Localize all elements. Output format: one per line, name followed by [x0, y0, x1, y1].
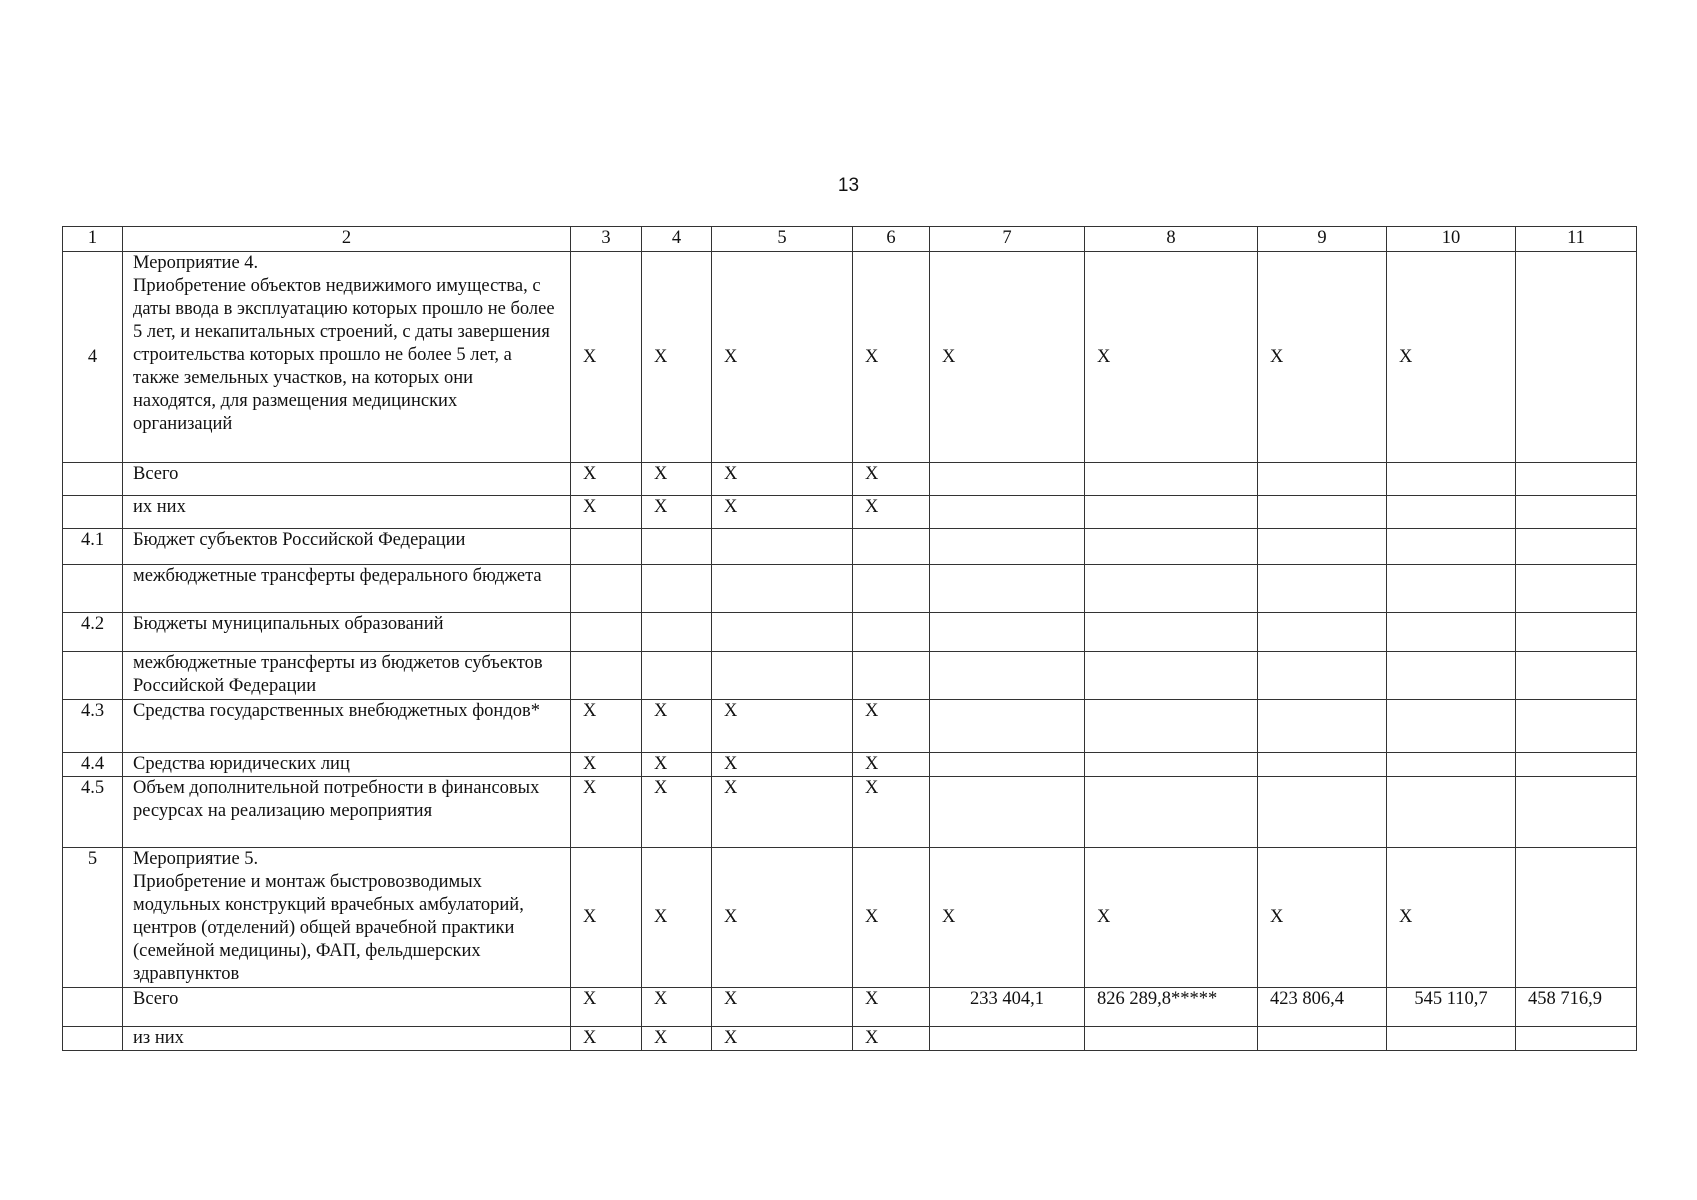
row-number — [63, 988, 123, 1027]
table-cell — [930, 777, 1085, 848]
table-cell: X — [853, 777, 930, 848]
table-cell: X — [712, 988, 853, 1027]
table-cell — [1387, 652, 1516, 700]
header-cell: 3 — [571, 227, 642, 252]
table-cell: X — [642, 988, 712, 1027]
table-cell: X — [853, 463, 930, 496]
table-cell — [1085, 613, 1258, 652]
table-cell: X — [642, 496, 712, 529]
table-row — [63, 700, 1637, 753]
table-cell: 423 806,4 — [1258, 988, 1387, 1027]
table-cell: X — [1085, 848, 1258, 988]
header-cell: 5 — [712, 227, 853, 252]
table-cell: X — [853, 252, 930, 463]
row-description — [123, 252, 571, 463]
table-cell — [642, 529, 712, 565]
table-cell — [930, 652, 1085, 700]
row-description: Всего — [123, 463, 571, 496]
table-cell — [1085, 496, 1258, 529]
table-cell: X — [642, 1027, 712, 1051]
table-cell — [1085, 753, 1258, 777]
row-number: 4.2 — [63, 613, 123, 652]
table-cell: 826 289,8***** — [1085, 988, 1258, 1027]
table-cell: X — [853, 753, 930, 777]
row-description: Бюджет субъектов Российской Федерации — [123, 529, 571, 565]
table-cell — [1258, 753, 1387, 777]
table-cell — [1085, 529, 1258, 565]
table-row — [63, 753, 1637, 777]
row-description: межбюджетные трансферты из бюджетов субъектов Российской Федерации — [123, 652, 571, 700]
table-cell — [853, 613, 930, 652]
row-number: 4.1 — [63, 529, 123, 565]
table-cell — [930, 613, 1085, 652]
table-cell: X — [853, 848, 930, 988]
table-cell — [1387, 777, 1516, 848]
table-cell — [1085, 700, 1258, 753]
table-cell — [853, 565, 930, 613]
table-cell — [1516, 613, 1637, 652]
table-cell: X — [571, 988, 642, 1027]
row-description — [123, 848, 571, 988]
table-cell — [930, 529, 1085, 565]
row-number: 5 — [63, 848, 123, 988]
table-cell — [1258, 529, 1387, 565]
table-cell: X — [642, 252, 712, 463]
table-cell: X — [1387, 252, 1516, 463]
table-row — [63, 1027, 1637, 1051]
row-description: Средства государственных внебюджетных фондов* — [123, 700, 571, 753]
table-cell — [712, 652, 853, 700]
table-cell — [1085, 565, 1258, 613]
row-number — [63, 1027, 123, 1051]
table-cell: X — [642, 463, 712, 496]
table-cell — [1387, 753, 1516, 777]
table-cell: X — [712, 848, 853, 988]
table-cell: X — [930, 848, 1085, 988]
table-row — [63, 848, 1637, 988]
table-cell — [712, 565, 853, 613]
row-description: Объем дополнительной потребности в финансовых ресурсах на реализацию мероприятия — [123, 777, 571, 848]
row-number: 4.3 — [63, 700, 123, 753]
row-description: Всего — [123, 988, 571, 1027]
table-cell — [1516, 463, 1637, 496]
header-cell: 4 — [642, 227, 712, 252]
table-cell — [1387, 463, 1516, 496]
table-cell: X — [712, 463, 853, 496]
table-row — [63, 252, 1637, 463]
table-cell: X — [853, 988, 930, 1027]
table-cell — [571, 613, 642, 652]
row-number: 4.4 — [63, 753, 123, 777]
table-cell — [930, 753, 1085, 777]
row-description: из них — [123, 1027, 571, 1051]
table-cell — [853, 529, 930, 565]
table-cell: X — [712, 496, 853, 529]
table-cell — [930, 565, 1085, 613]
header-cell: 7 — [930, 227, 1085, 252]
table-cell: X — [642, 700, 712, 753]
table-cell — [1258, 1027, 1387, 1051]
table-cell — [1387, 700, 1516, 753]
table-cell: X — [571, 777, 642, 848]
table-row — [63, 988, 1637, 1027]
table-cell — [571, 652, 642, 700]
table-cell: X — [571, 848, 642, 988]
table-cell — [1085, 652, 1258, 700]
table-cell — [1516, 753, 1637, 777]
row-description: межбюджетные трансферты федерального бюджета — [123, 565, 571, 613]
table-cell: X — [1258, 848, 1387, 988]
table-cell: X — [712, 753, 853, 777]
row-title: Мероприятие 5. — [133, 849, 259, 869]
table-row — [63, 463, 1637, 496]
row-number — [63, 496, 123, 529]
table-cell — [1516, 1027, 1637, 1051]
table-cell — [1516, 565, 1637, 613]
table-cell — [1516, 252, 1637, 463]
table-cell — [642, 613, 712, 652]
table-cell: X — [571, 700, 642, 753]
table-cell — [1387, 565, 1516, 613]
table-row — [63, 613, 1637, 652]
table-cell: X — [712, 1027, 853, 1051]
table-cell: X — [642, 848, 712, 988]
table-cell: X — [853, 1027, 930, 1051]
table-cell — [1258, 613, 1387, 652]
table-cell — [642, 652, 712, 700]
table-cell — [1516, 700, 1637, 753]
table-cell: X — [571, 463, 642, 496]
row-number — [63, 652, 123, 700]
table-cell — [930, 496, 1085, 529]
table-cell — [1516, 529, 1637, 565]
row-number: 4 — [63, 252, 123, 463]
page-number: 13 — [837, 175, 860, 196]
table-cell: X — [571, 252, 642, 463]
header-cell: 10 — [1387, 227, 1516, 252]
table-cell — [1516, 496, 1637, 529]
table-cell: X — [1387, 848, 1516, 988]
header-cell: 9 — [1258, 227, 1387, 252]
table-cell — [1387, 1027, 1516, 1051]
table-cell — [1258, 463, 1387, 496]
row-number — [63, 565, 123, 613]
table-cell: X — [712, 252, 853, 463]
table-cell — [1387, 529, 1516, 565]
table-cell — [1516, 777, 1637, 848]
table-cell — [1085, 1027, 1258, 1051]
table-cell — [1258, 777, 1387, 848]
table-cell — [1085, 777, 1258, 848]
table-cell: X — [712, 700, 853, 753]
table-row — [63, 565, 1637, 613]
row-description: Средства юридических лиц — [123, 753, 571, 777]
table-cell — [930, 1027, 1085, 1051]
table-cell — [930, 463, 1085, 496]
table-cell — [1258, 565, 1387, 613]
table-row — [63, 496, 1637, 529]
table-cell — [571, 529, 642, 565]
table-cell — [1258, 496, 1387, 529]
table-cell — [712, 613, 853, 652]
row-text: Приобретение и монтаж быстровозводимых модульных конструкций врачебных амбулаторий, центров (отделений) общей врачебной практики (семейной медицины), ФАП, фельдшерских здравпунктов — [133, 872, 524, 984]
table-row — [63, 777, 1637, 848]
table-cell: X — [571, 753, 642, 777]
row-description: Бюджеты муниципальных образований — [123, 613, 571, 652]
table-cell: X — [642, 753, 712, 777]
table-cell: X — [1258, 252, 1387, 463]
table-row — [63, 529, 1637, 565]
table-cell: X — [571, 496, 642, 529]
table-cell — [930, 700, 1085, 753]
table-cell: X — [712, 777, 853, 848]
header-cell: 6 — [853, 227, 930, 252]
table-cell — [1258, 700, 1387, 753]
table-cell — [1387, 496, 1516, 529]
table-cell — [1387, 613, 1516, 652]
row-number: 4.5 — [63, 777, 123, 848]
table-cell: 458 716,9 — [1516, 988, 1637, 1027]
row-description: их них — [123, 496, 571, 529]
table-cell — [1258, 652, 1387, 700]
table-cell: X — [642, 777, 712, 848]
table-cell: X — [853, 700, 930, 753]
row-text: Приобретение объектов недвижимого имущества, с даты ввода в эксплуатацию которых прошло не более 5 лет, и некапитальных строений, с даты завершения строительства которых прошло не более 5 лет, а также земельных участков, на которых они находятся, для размещения медицинских организаций — [133, 276, 555, 434]
table-cell: X — [1085, 252, 1258, 463]
header-cell: 2 — [123, 227, 571, 252]
header-cell: 1 — [63, 227, 123, 252]
header-row — [63, 227, 1637, 252]
table-cell: 233 404,1 — [930, 988, 1085, 1027]
row-title: Мероприятие 4. — [133, 253, 259, 273]
table-cell: X — [853, 496, 930, 529]
header-cell: 8 — [1085, 227, 1258, 252]
table-cell: X — [930, 252, 1085, 463]
table-cell — [712, 529, 853, 565]
table-cell — [642, 565, 712, 613]
table-cell — [571, 565, 642, 613]
table-cell: 545 110,7 — [1387, 988, 1516, 1027]
table-cell — [1085, 463, 1258, 496]
table-cell — [1516, 652, 1637, 700]
header-cell: 11 — [1516, 227, 1637, 252]
table-row — [63, 652, 1637, 700]
table-cell — [853, 652, 930, 700]
table-cell: X — [571, 1027, 642, 1051]
table-cell — [1516, 848, 1637, 988]
financing-table — [62, 226, 1637, 1051]
row-number — [63, 463, 123, 496]
